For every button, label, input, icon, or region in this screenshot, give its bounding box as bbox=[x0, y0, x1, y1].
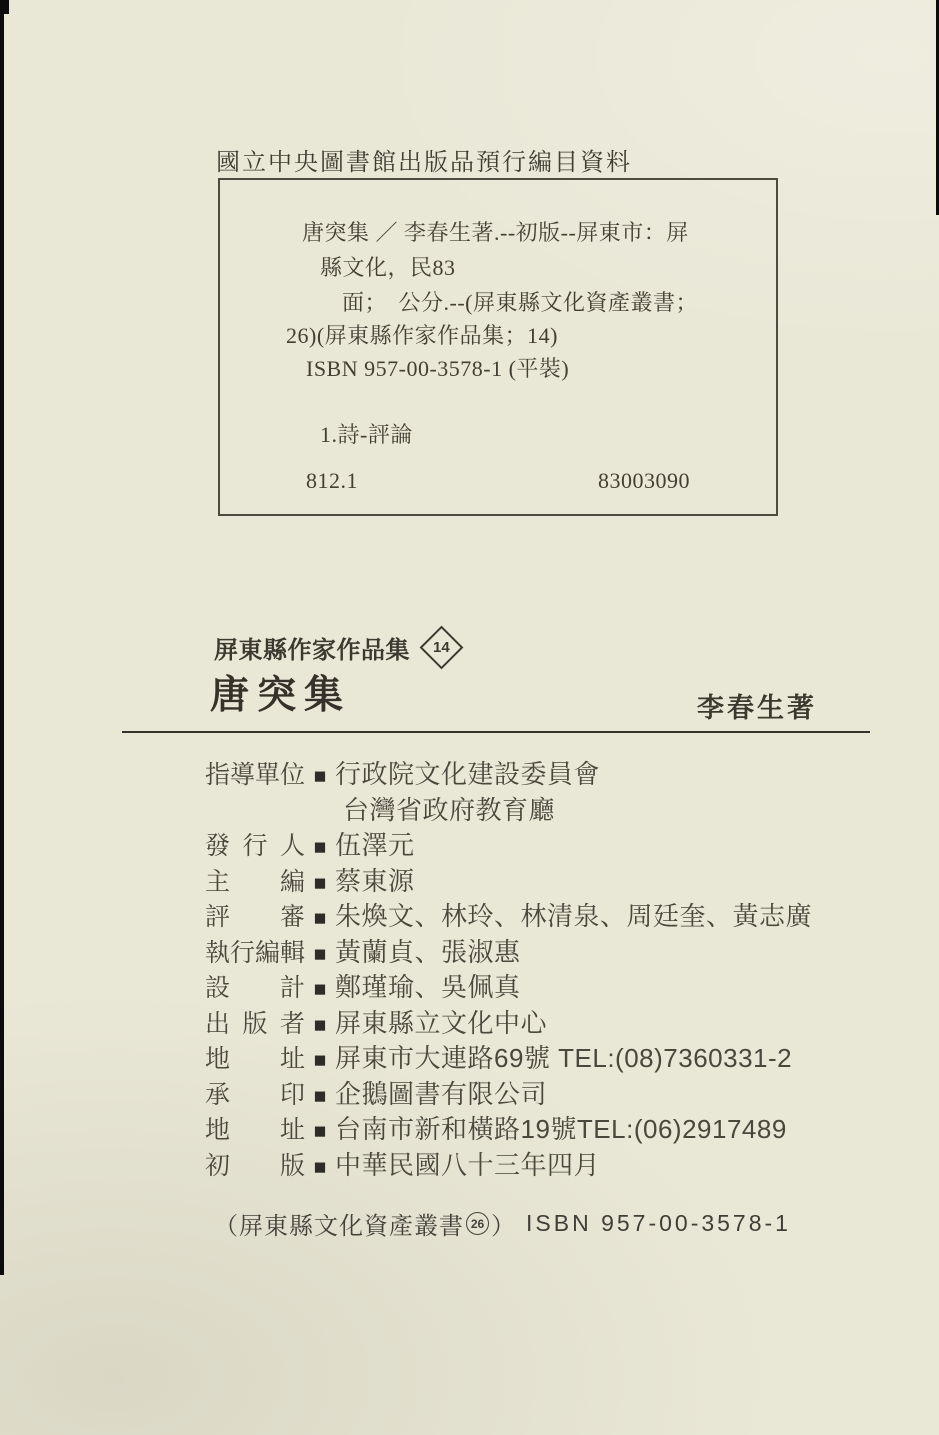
footer-series-isbn bbox=[214, 1206, 791, 1241]
colophon-row bbox=[205, 793, 885, 829]
footer-series-suffix: ） bbox=[491, 1213, 516, 1240]
colophon-row bbox=[205, 828, 885, 864]
colophon-row-value: 黃蘭貞、張淑惠 bbox=[335, 936, 521, 967]
square-bullet-icon: ■ bbox=[313, 1155, 327, 1179]
cip-line-format: 面； 公分.--(屏東縣文化資產叢書； bbox=[342, 290, 698, 315]
colophon-row bbox=[205, 1148, 885, 1184]
cip-subject: 1.詩-評論 bbox=[320, 422, 413, 447]
colophon-row bbox=[205, 899, 885, 935]
colophon-row-value: 鄭瑾瑜、吳佩真 bbox=[335, 972, 521, 1002]
colophon-row-label: 執行編輯 bbox=[205, 938, 306, 967]
colophon-row-label: 指導單位 bbox=[205, 761, 306, 789]
colophon-rows bbox=[205, 757, 885, 1183]
colophon-row bbox=[205, 1077, 885, 1113]
colophon-row bbox=[205, 1112, 885, 1148]
cip-class-number: 812.1 bbox=[306, 468, 358, 493]
colophon-row-label: 承印 bbox=[205, 1080, 305, 1109]
colophon-row-value: 企鵝圖書有限公司 bbox=[335, 1078, 548, 1109]
cip-line-isbn: ISBN 957-00-3578-1 (平裝) bbox=[306, 356, 570, 381]
colophon-row-value: 屏東市大連路69號 TEL:(08)7360331-2 bbox=[335, 1043, 793, 1073]
colophon-row-label: 地址 bbox=[205, 1045, 305, 1073]
colophon-row-value: 中華民國八十三年四月 bbox=[335, 1149, 601, 1180]
square-bullet-icon: ■ bbox=[313, 942, 327, 966]
cip-box bbox=[218, 178, 778, 516]
square-bullet-icon: ■ bbox=[313, 871, 327, 895]
cip-line-publisher: 縣文化，民83 bbox=[320, 255, 456, 280]
square-bullet-icon: ■ bbox=[313, 907, 327, 930]
colophon-row-label: 地址 bbox=[205, 1116, 305, 1144]
colophon-row bbox=[205, 1041, 885, 1077]
cip-line-series: 26)(屏東縣作家作品集；14) bbox=[286, 323, 558, 348]
footer-series-number: 26 bbox=[470, 1216, 485, 1231]
footer-series-prefix: （屏東縣文化資產叢書 bbox=[214, 1213, 464, 1240]
colophon-row-value: 伍澤元 bbox=[335, 830, 415, 860]
colophon-row-value: 屏東縣立文化中心 bbox=[335, 1007, 548, 1038]
colophon-row bbox=[205, 970, 885, 1006]
series-number-diamond bbox=[420, 626, 464, 670]
footer-series-number-circle bbox=[466, 1212, 489, 1235]
colophon-row bbox=[205, 935, 885, 971]
footer-isbn: ISBN 957-00-3578-1 bbox=[526, 1210, 791, 1236]
book-author: 李春生著 bbox=[697, 693, 817, 723]
cip-record-number: 83003090 bbox=[598, 468, 690, 493]
square-bullet-icon: ■ bbox=[313, 765, 327, 788]
colophon-row-value: 行政院文化建設委員會 bbox=[335, 759, 601, 789]
square-bullet-icon: ■ bbox=[313, 836, 327, 859]
series-line bbox=[214, 630, 457, 665]
square-bullet-icon: ■ bbox=[313, 978, 327, 1001]
colophon-row-label: 初版 bbox=[205, 1151, 305, 1180]
series-name: 屏東縣作家作品集 bbox=[214, 637, 410, 664]
scan-edge-left bbox=[0, 0, 4, 1275]
colophon-row-value: 台灣省政府教育廳 bbox=[343, 794, 556, 825]
colophon-row-value: 蔡東源 bbox=[335, 865, 415, 896]
colophon-row bbox=[205, 1006, 885, 1042]
colophon-row-label: 評審 bbox=[205, 903, 305, 931]
colophon-row-label: 主編 bbox=[205, 867, 305, 896]
colophon-row-value: 台南市新和橫路19號TEL:(06)2917489 bbox=[335, 1114, 787, 1144]
series-number: 14 bbox=[433, 639, 450, 656]
divider-rule bbox=[122, 731, 870, 733]
cip-header: 國立中央圖書館出版品預行編目資料 bbox=[216, 149, 632, 176]
colophon-row-value: 朱煥文、林玲、林清泉、周廷奎、黃志廣 bbox=[335, 901, 813, 931]
colophon-row-label: 發行人 bbox=[205, 832, 305, 860]
square-bullet-icon: ■ bbox=[313, 1049, 327, 1072]
colophon-row-label: 出版者 bbox=[205, 1009, 305, 1038]
square-bullet-icon: ■ bbox=[313, 1120, 327, 1143]
square-bullet-icon: ■ bbox=[313, 1084, 327, 1108]
square-bullet-icon: ■ bbox=[313, 1013, 327, 1037]
colophon-row-label: 設計 bbox=[205, 974, 305, 1002]
colophon-row bbox=[205, 757, 885, 793]
colophon-row bbox=[205, 864, 885, 900]
cip-line-title: 唐突集 ／ 李春生著.--初版--屏東市：屏 bbox=[302, 220, 689, 245]
book-title: 唐突集 bbox=[210, 674, 352, 717]
scan-edge-left-nub bbox=[0, 0, 9, 14]
